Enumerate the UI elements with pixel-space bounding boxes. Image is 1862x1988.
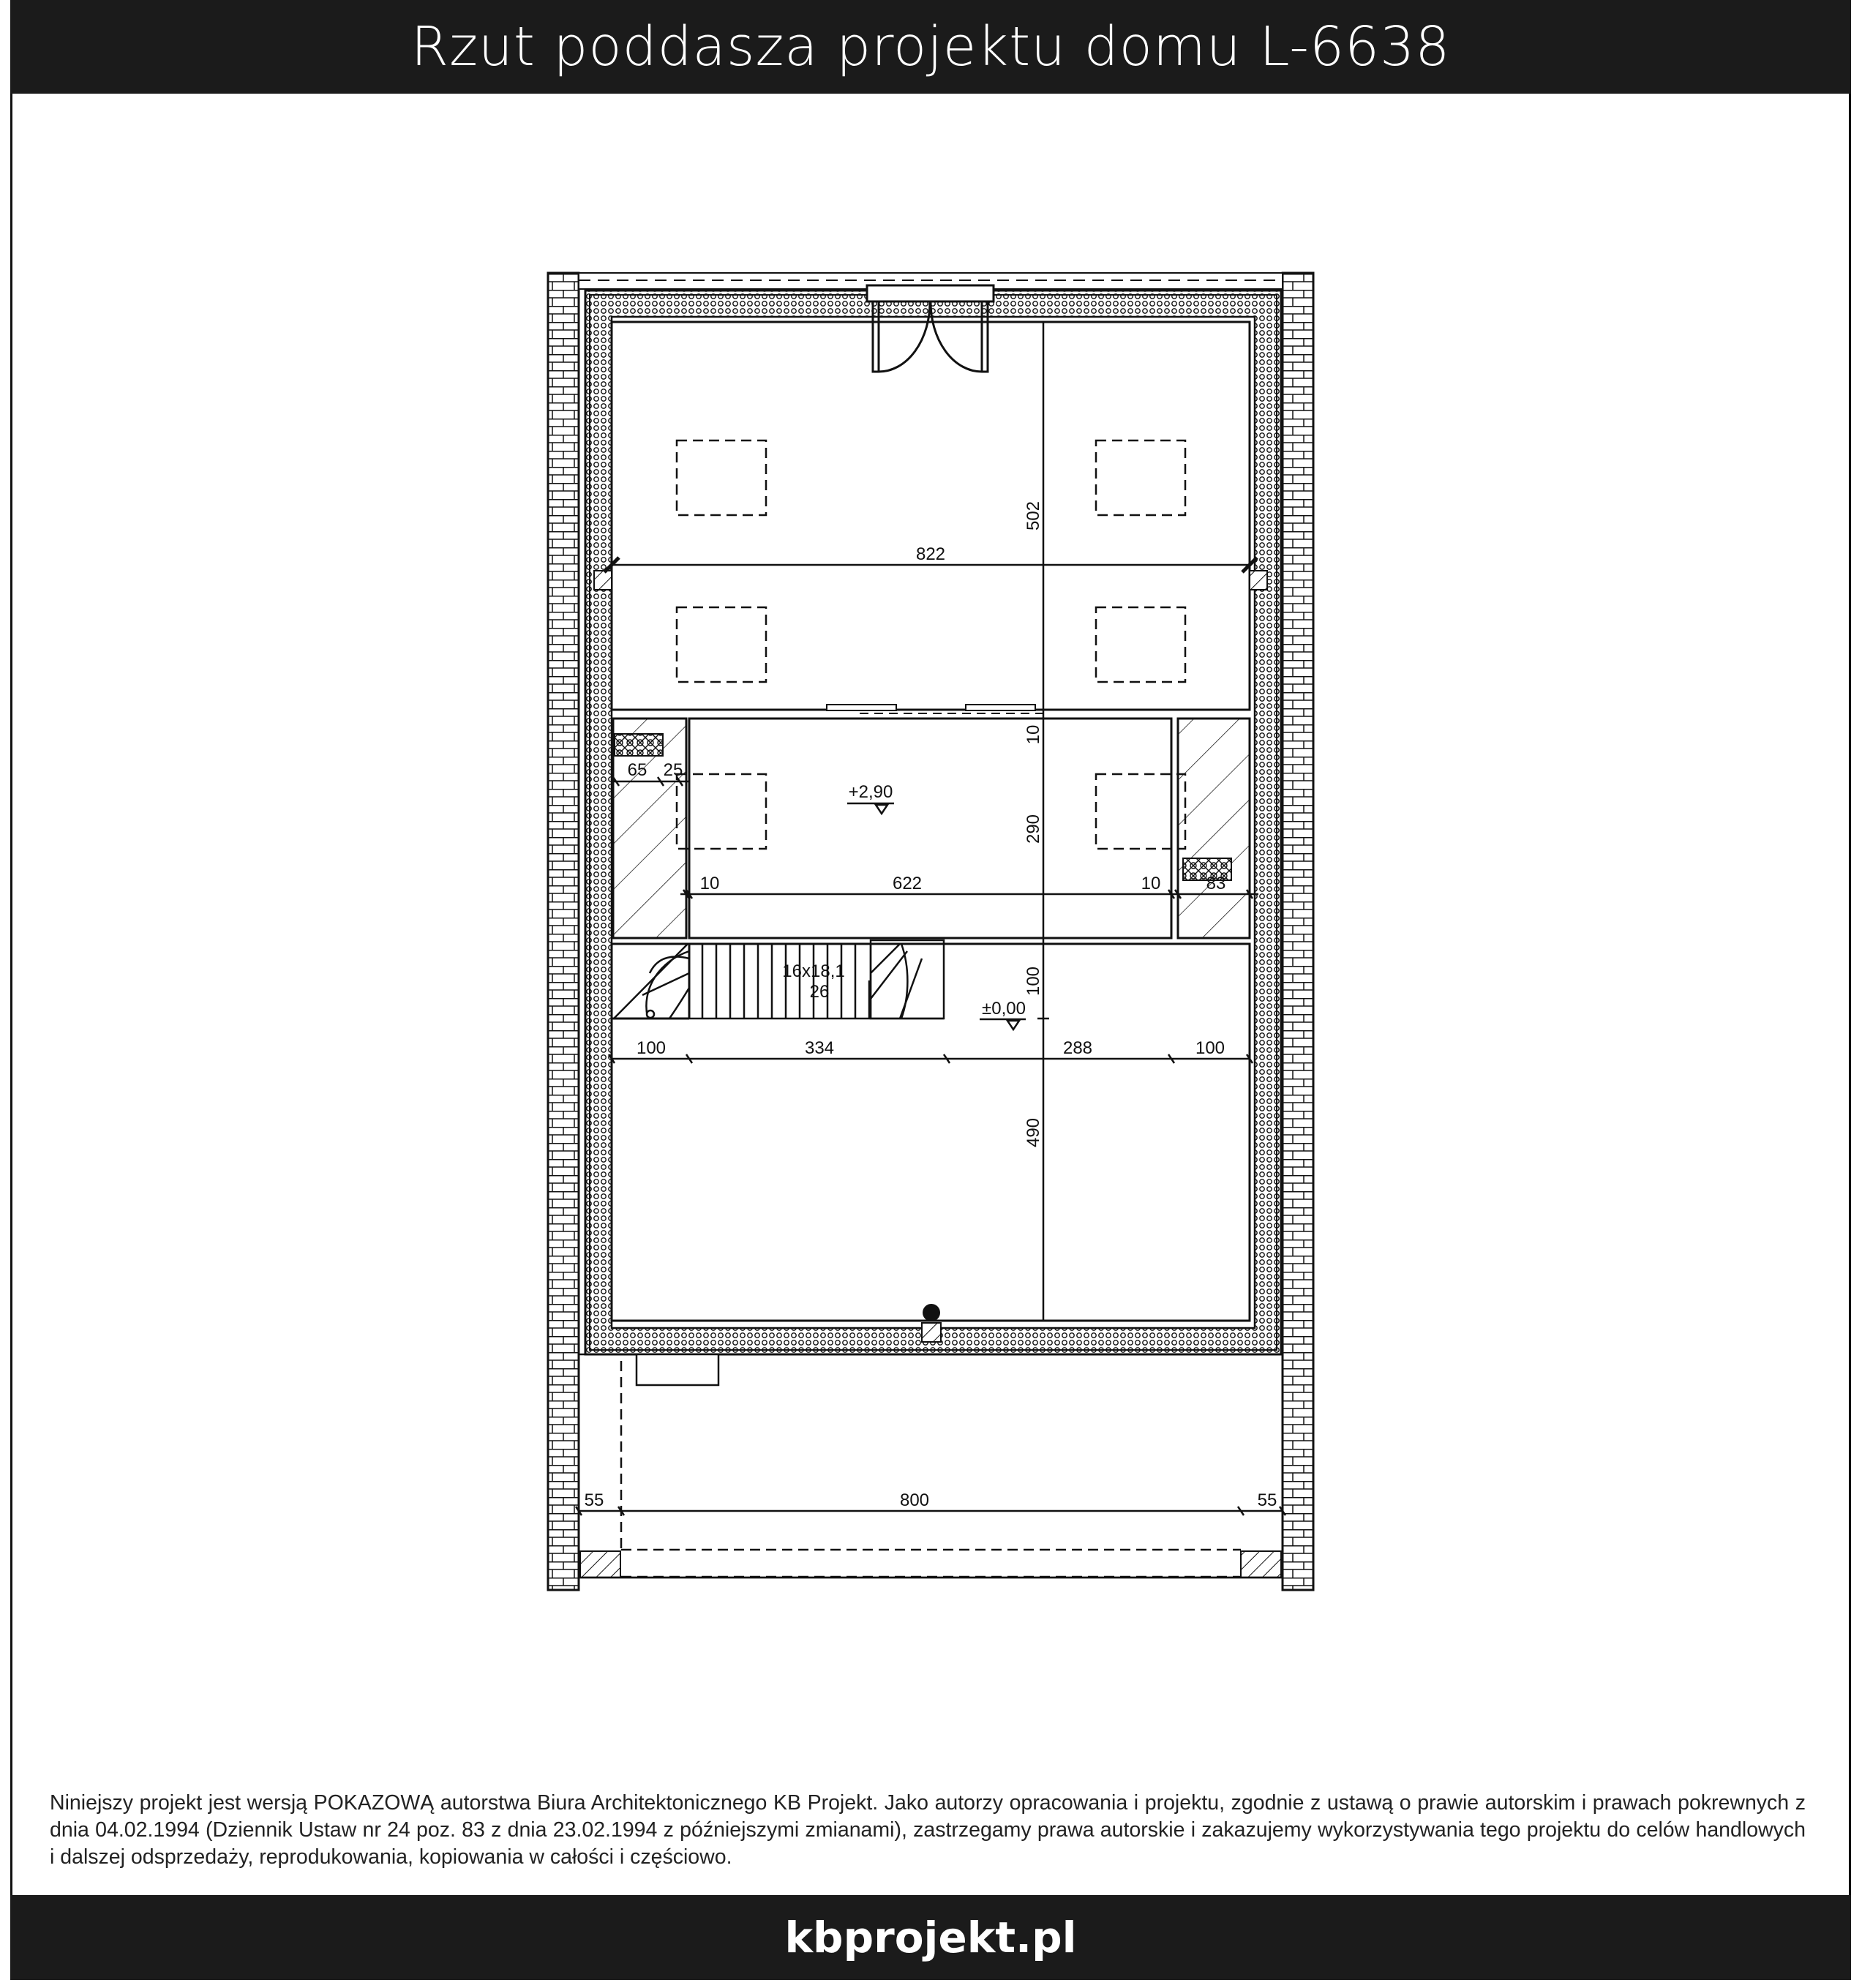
rooms (612, 322, 1250, 1321)
knee-wall-left (613, 719, 686, 938)
dim-left-25: 25 (663, 760, 683, 780)
dim-mid-left-10: 10 (699, 874, 720, 893)
bottom-room-outline (612, 944, 1250, 1321)
roof-window (677, 607, 766, 682)
level-ground: ±0,00 (982, 999, 1026, 1019)
roof-window (677, 440, 766, 515)
dim-left-65: 65 (627, 760, 647, 780)
dim-bottom-depth: 490 (1024, 1117, 1043, 1148)
dim-top-depth: 502 (1024, 500, 1043, 531)
dim-row-100b: 100 (1195, 1038, 1225, 1058)
dim-mid-depth: 290 (1024, 814, 1043, 844)
stair-treads (702, 944, 869, 1019)
dim-mid-width: 622 (892, 874, 923, 893)
dim-row-100a: 100 (636, 1038, 667, 1058)
terrace (579, 1354, 1283, 1578)
dim-top-width: 822 (915, 544, 946, 564)
dim-row-288: 288 (1062, 1038, 1093, 1058)
mid-room-outline (689, 719, 1171, 938)
balcony-door (867, 285, 994, 372)
dim-terrace-800: 800 (899, 1490, 930, 1510)
dim-terrace-55a: 55 (584, 1490, 604, 1510)
copyright-notice: Niniejszy projekt jest wersją POKAZOWĄ autorstwa Biura Architektonicznego KB Projekt. Jako autorzy opracowania i projektu, zgodnie z ustawą o prawie autorskim i prawach pokrewnych z dnia 04.02.1994 (Dziennik Ustaw nr 24 poz. 83 z dnia 23.02.1994 z późniejszymi zmianami), zastrzegamy prawa autorskie i zakazujemy wykorzystywania tego projektu do celów handlowych i dalszej odsprzedaży, reprodukowania, kopiowania w całości i częściowo. (50, 1791, 1806, 1869)
chimney-point-icon (923, 1304, 940, 1321)
roof-windows (677, 440, 1185, 849)
dim-row-334: 334 (804, 1038, 835, 1058)
dim-mid-gap: 10 (1024, 724, 1043, 745)
staircase (614, 940, 944, 1019)
page-title: Rzut poddasza projektu domu L-6638 (10, 0, 1851, 94)
stairs-spec: 16x18,1 (782, 961, 845, 981)
dim-mid-right-10: 10 (1141, 874, 1161, 893)
dim-terrace-55b: 55 (1257, 1490, 1277, 1510)
dim-stair-depth: 100 (1024, 966, 1043, 997)
knee-wall-right (1178, 719, 1250, 938)
site-link[interactable]: kbprojekt.pl (10, 1895, 1851, 1980)
dim-right-83: 83 (1206, 874, 1226, 893)
level-upper: +2,90 (848, 782, 893, 802)
roof-window (1096, 440, 1185, 515)
stairs-depth: 26 (809, 982, 830, 1002)
roof-window (1096, 607, 1185, 682)
